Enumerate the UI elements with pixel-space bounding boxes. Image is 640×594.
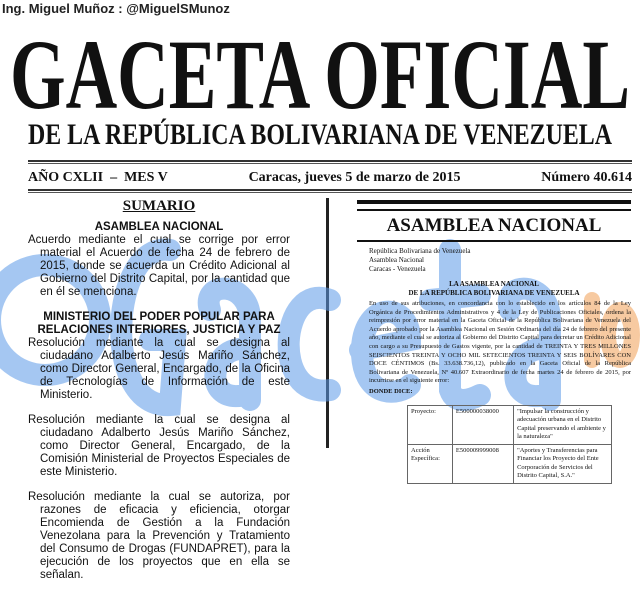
sumario-column [28,197,290,594]
issue-year: AÑO CXLII – MES V [28,170,168,185]
header-line: Asamblea Nacional [369,256,425,264]
divider [357,200,631,204]
masthead-subtitle: DE LA REPÚBLICA BOLIVARIANA DE VENEZUELA [28,118,613,151]
section-heading: MINISTERIO DEL PODER POPULAR PARA RELACIONES INTERIORES, JUSTICIA Y PAZ [37,311,281,336]
divider [357,240,631,242]
sumario-item: Acuerdo mediante el cual se corrige por error material el Acuerdo de fecha 24 de febrero de 2015, donde se acuerda un Crédito Adicional al Gobierno del Distrito Capital, por la cantidad que en él se menciona. [28,234,290,298]
authority-line: LA ASAMBLEA NACIONAL [449,280,539,288]
authority-line: DE LA REPÚBLICA BOLIVARIANA DE VENEZUELA [408,289,580,297]
header-line: República Bolivariana de Venezuela [369,247,471,255]
sumario-item: Resolución mediante la cual se designa al ciudadano Adalberto Jesús Mariño Sánchez, como Director General, Encargado, de la Comisión Ministerial de Proyectos Especiales de este Ministerio. [28,414,290,478]
issue-info [28,170,632,186]
masthead-title: GACETA OFICIAL [10,19,630,130]
header-line: Caracas - Venezuela [369,265,426,273]
article-body: En uso de sus atribuciones, en concordancia con lo establecido en los artículos 84 de la Ley Orgánica de Procedimientos Administrativos y 4 de la Ley de Publicaciones Oficiales, ordena la reimpresión por error material en la Gaceta Oficial de la República Bolivariana de Venezuela del Acuerdo aprobado por la Asamblea Nacional en Sesión Ordinaria del día 24 de febrero del presente año, mediante el cual se autoriza al Gobierno del Distrito Capital para decretar un Crédito Adicional con cargo a su Presupuesto de Gastos vigente, por la cantidad de TREINTA Y TRES MILLONES SEISCIENTOS TREINTA Y OCHO MIL SETECIENTOS TREINTA Y SEIS BOLÍVARES CON DOCE CÉNTIMOS (Bs. 33.638.736,12), publicado en la Gaceta Oficial de la República Bolivariana de Venezuela, Nº 40.607 Extraordinario de fecha martes 24 de febrero de 2015, por incurrirse en el siguiente error: [369,300,631,385]
article-section-title: ASAMBLEA NACIONAL [386,215,602,236]
table-row [408,405,612,444]
author-credit: Ing. Miguel Muñoz : @MiguelSMunoz [2,1,230,16]
table-cell: E500000038000 [452,405,513,444]
table-cell: E500009999008 [452,444,513,483]
budget-table [407,405,612,484]
masthead [8,18,632,152]
table-cell: Proyecto: [408,405,453,444]
divider [28,160,632,164]
section-heading: ASAMBLEA NACIONAL [94,221,224,233]
sumario-item: Resolución mediante la cual se autoriza, por razones de eficacia y eficiencia, otorgar Encomienda de Gestión a la Fundación Venezolana para la Prevención y Tratamiento del Consumo de Drogas (FUNDAPRET), para la ejecución de los proyectos que en ella se señalan. [28,491,290,581]
sumario-item: Resolución mediante la cual se designa al ciudadano Adalberto Jesús Mariño Sánchez, como Director General, Encargado, de la Oficina de Tecnologías de Información de este Ministerio. [28,337,290,401]
table-cell: "Aportes y Transferencias para Financiar los Proyecto del Ente Corporación de Servicios del Distrito Capital, S.A." [514,444,612,483]
issue-number: Número 40.614 [541,170,632,185]
donde-dice: DONDE DICE: [369,387,413,395]
sumario-title: SUMARIO [122,198,196,214]
article-column [357,200,631,484]
table-cell: Acción Específica: [408,444,453,483]
table-cell: "Impulsar la construcción y adecuación urbana en el Distrito Capital preservando el ambiente y la naturaleza" [514,405,612,444]
table-row [408,444,612,483]
issue-date: Caracas, jueves 5 de marzo de 2015 [248,170,461,185]
